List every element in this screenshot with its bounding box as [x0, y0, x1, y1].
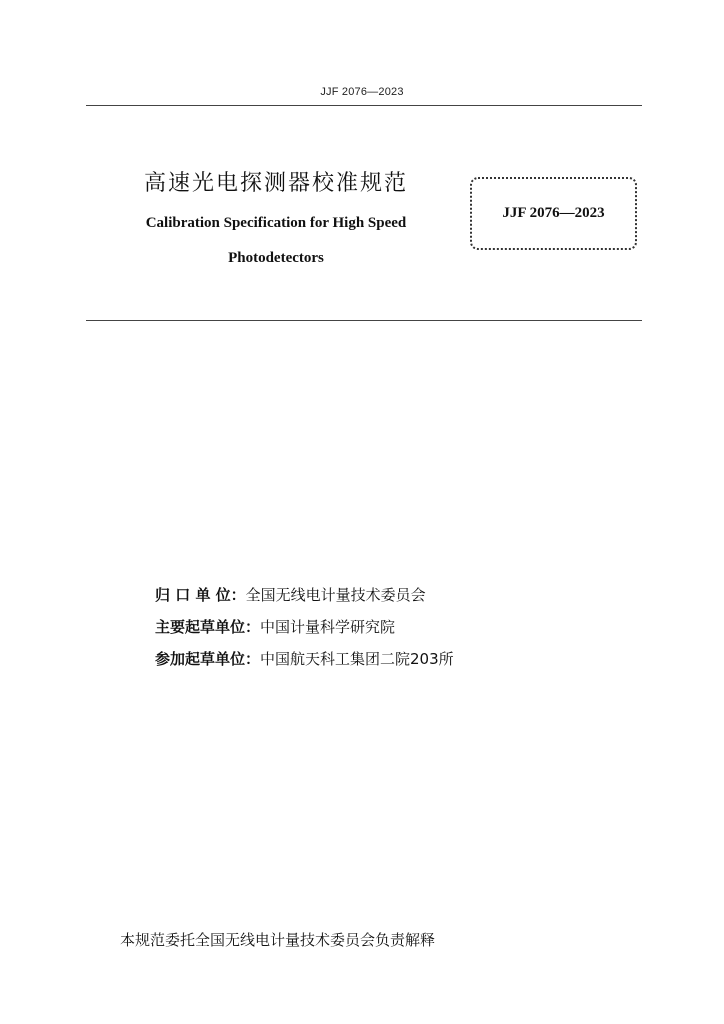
unit-value: 中国计量科学研究院	[260, 618, 396, 636]
header-rule	[86, 105, 642, 106]
title-english-line-2: Photodetectors	[228, 250, 324, 266]
interpretation-note: 本规范委托全国无线电计量技术委员会负责解释	[120, 931, 436, 949]
title-english-line-1: Calibration Specification for High Speed	[145, 215, 407, 231]
unit-row-participating-drafter	[155, 648, 675, 680]
title-chinese: 高速光电探测器校准规范	[143, 171, 408, 196]
unit-value: 全国无线电计量技术委员会	[245, 586, 426, 604]
unit-label: 归 口 单 位：	[155, 586, 246, 604]
title-english	[86, 206, 466, 276]
title-divider-rule	[86, 320, 642, 321]
unit-row-centralized	[155, 584, 675, 616]
unit-value: 中国航天科工集团二院203所	[260, 650, 454, 668]
running-header-code: JJF 2076—2023	[320, 86, 404, 98]
unit-row-main-drafter	[155, 616, 675, 648]
responsible-units	[155, 584, 675, 680]
standard-code: JJF 2076—2023	[502, 205, 605, 221]
standard-code-box	[470, 177, 637, 250]
unit-label: 参加起草单位：	[155, 650, 261, 668]
unit-label: 主要起草单位：	[155, 618, 261, 636]
